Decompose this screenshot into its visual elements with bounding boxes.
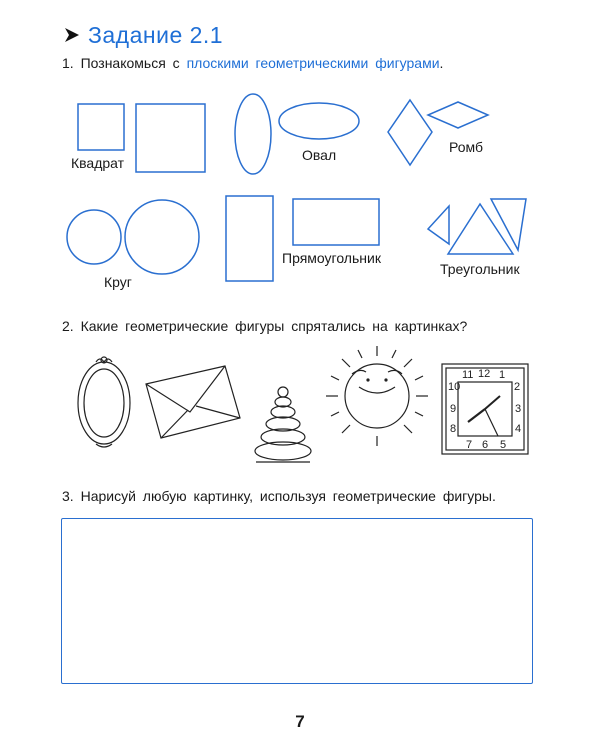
large-circle: [125, 200, 199, 274]
horizontal-rectangle: [293, 199, 379, 245]
clock-num-7: 7: [466, 439, 473, 451]
circles-group: [67, 200, 199, 274]
page-number: 7: [295, 712, 305, 731]
clock-num-4: 4: [515, 423, 522, 435]
large-triangle: [448, 204, 513, 254]
clock-num-10: 10: [448, 381, 461, 393]
horizontal-rhombus: [428, 102, 488, 128]
clock-num-2: 2: [514, 381, 521, 393]
label-rhombus: Ромб: [449, 139, 483, 155]
clock-num-9: 9: [450, 403, 457, 415]
clock-num-11: 11: [462, 369, 474, 381]
vertical-rectangle: [226, 196, 273, 281]
horizontal-oval: [279, 103, 359, 139]
task-3: [62, 488, 496, 504]
task-3-text: Нарисуй любую картинку, используя геометрические фигуры.: [80, 488, 496, 504]
drawing-area[interactable]: [61, 518, 533, 684]
task-1-number: 1.: [62, 55, 74, 71]
rhombi-group: [388, 100, 488, 165]
mirror-icon: [78, 357, 130, 447]
pyramid-toy-icon: [255, 387, 311, 462]
label-square: Квадрат: [71, 155, 125, 171]
task-1-highlight: плоскими геометрическими фигурами: [186, 55, 440, 71]
task-2: [62, 318, 467, 334]
label-circle: Круг: [104, 274, 132, 290]
ovals-group: [235, 94, 359, 174]
task-2-number: 2.: [62, 318, 74, 334]
envelope-icon: [146, 366, 240, 438]
clock-num-5: 5: [500, 439, 507, 451]
pictures-figure: [0, 340, 600, 480]
clock-num-8: 8: [450, 423, 457, 435]
clock-icon: [442, 364, 528, 454]
vertical-rhombus: [388, 100, 432, 165]
task-2-text: Какие геометрические фигуры спрятались на картинках?: [80, 318, 468, 334]
page-title: Задание 2.1: [88, 21, 224, 48]
clock-num-1: 1: [499, 369, 506, 381]
right-triangle: [491, 199, 526, 250]
label-triangle: Треугольник: [440, 261, 520, 277]
sun-icon: [326, 346, 428, 446]
label-rectangle: Прямоугольник: [282, 250, 381, 266]
label-oval: Овал: [302, 147, 337, 163]
clock-num-12: 12: [478, 368, 491, 380]
rectangles-group: [226, 196, 379, 281]
triangles-group: [428, 199, 526, 254]
small-circle: [67, 210, 121, 264]
vertical-oval: [235, 94, 271, 174]
clock-num-3: 3: [515, 403, 522, 415]
large-square: [136, 104, 205, 172]
small-square: [78, 104, 124, 150]
task-3-number: 3.: [62, 488, 74, 504]
task-1-text-end: .: [439, 55, 444, 71]
task-1-text: Познакомься с: [80, 55, 187, 71]
small-triangle: [428, 206, 449, 244]
clock-num-6: 6: [482, 439, 489, 451]
